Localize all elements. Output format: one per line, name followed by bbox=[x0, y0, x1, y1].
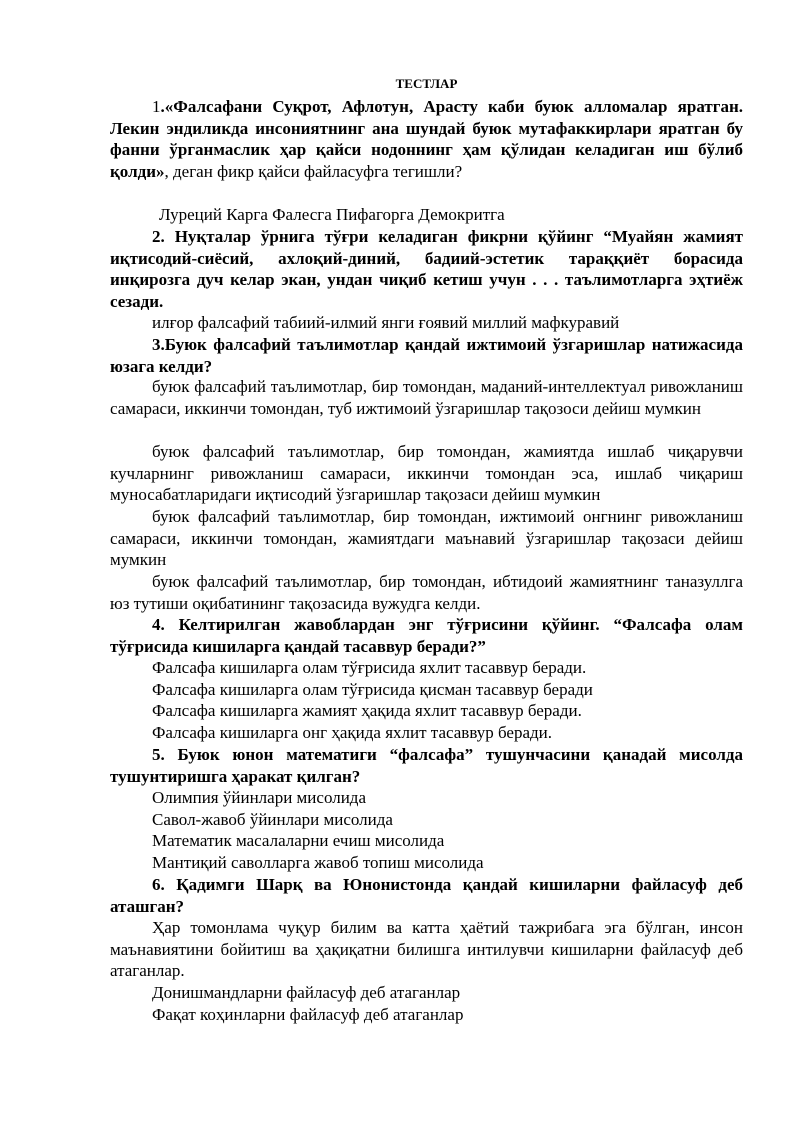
question-6-answer-1: Ҳар томонлама чуқур билим ва катта ҳаётий тажрибага эга бўлган, инсон маънавиятини бойитиш ва ҳақиқатни билишга интилувчи кишиларни файласуф деб атаганлар. bbox=[110, 918, 743, 981]
question-4-answer-1: Фалсафа кишиларга олам тўғрисида яхлит тасаввур беради. bbox=[152, 658, 587, 677]
question-1-bold-text: .«Фалсафани Суқрот, Афлотун, Арасту каби буюк алломалар яратган. Лекин эндиликда инсониятнинг ана шундай буюк мутафаккирлари яратган бу фанни ўрганмаслик ҳар қайси нодоннинг ҳам қўлидан келадиган иш бўлиб қолди» bbox=[110, 97, 743, 181]
question-1-rest-text: , деган фикр қайси файласуфга тегишли? bbox=[164, 161, 463, 181]
question-1 bbox=[110, 96, 743, 182]
question-6-answer-3: Фақат коҳинларни файласуф деб атаганлар bbox=[152, 1005, 464, 1024]
question-6: 6. Қадимги Шарқ ва Юнонистонда қандай кишиларни файласуф деб аташган? bbox=[110, 875, 743, 916]
question-5: 5. Буюк юнон математиги “фалсафа” тушунчасини қанадай мисолда тушунтиришга ҳаракат қилган? bbox=[110, 745, 743, 786]
question-3-answer-4: буюк фалсафий таълимотлар, бир томондан, ибтидоий жамиятнинг таназуллга юз тутиши оқибатининг тақозасида вужудга келди. bbox=[110, 572, 743, 613]
question-1-options: Луреций Карга Фалесга Пифагорга Демокритга bbox=[159, 205, 505, 224]
question-3-answer-3: буюк фалсафий таълимотлар, бир томондан, ижтимоий онгнинг ривожланиш самараси, иккинчи томондан, жамиятдаги маънавий ўзгаришлар тақозаси дейиш мумкин bbox=[110, 507, 743, 570]
page-title: ТЕСТЛАР bbox=[395, 76, 458, 91]
question-4-answer-3: Фалсафа кишиларга жамият ҳақида яхлит тасаввур беради. bbox=[152, 701, 582, 720]
question-2-options: илғор фалсафий табиий-илмий янги ғоявий миллий мафкуравий bbox=[152, 313, 620, 332]
question-4-answer-4: Фалсафа кишиларга онг ҳақида яхлит тасаввур беради. bbox=[152, 723, 553, 742]
question-3: 3.Буюк фалсафий таълимотлар қандай ижтимоий ўзгаришлар натижасида юзага келди? bbox=[110, 335, 743, 376]
question-5-answer-4: Мантиқий саволларга жавоб топиш мисолида bbox=[152, 853, 484, 872]
question-5-answer-2: Савол-жавоб ўйинлари мисолида bbox=[152, 810, 393, 829]
question-2: 2. Нуқталар ўрнига тўғри келадиган фикрни қўйинг “Муайян жамият иқтисодий-сиёсий, ахлоқий-диний, бадиий-эстетик тараққиёт борасида инқирозга дуч келар экан, ундан чиқиб кетиш учун . . . таълимотларга эҳтиёж сезади. bbox=[110, 227, 743, 311]
question-3-answer-2: буюк фалсафий таълимотлар, бир томондан, жамиятда ишлаб чиқарувчи кучларнинг ривожланиш самараси, иккинчи томондан эса, ишлаб чиқариш муносабатларидаги иқтисодий ўзгаришлар тақозаси дейиш мумкин bbox=[110, 442, 743, 505]
question-4: 4. Келтирилган жавоблардан энг тўғрисини қўйинг. “Фалсафа олам тўғрисида кишиларга қандай тасаввур беради?” bbox=[110, 615, 743, 656]
question-5-answer-3: Математик масалаларни ечиш мисолида bbox=[152, 831, 445, 850]
question-5-answer-1: Олимпия ўйинлари мисолида bbox=[152, 788, 367, 807]
question-3-answer-1: буюк фалсафий таълимотлар, бир томондан, маданий-интеллектуал ривожланиш самараси, иккинчи томондан, туб ижтимоий ўзгаришлар тақозоси дейиш мумкин bbox=[110, 377, 743, 418]
question-1-number: 1 bbox=[152, 97, 161, 116]
question-6-answer-2: Донишмандларни файласуф деб атаганлар bbox=[152, 983, 461, 1002]
question-4-answer-2: Фалсафа кишиларга олам тўғрисида қисман тасаввур беради bbox=[152, 680, 593, 699]
